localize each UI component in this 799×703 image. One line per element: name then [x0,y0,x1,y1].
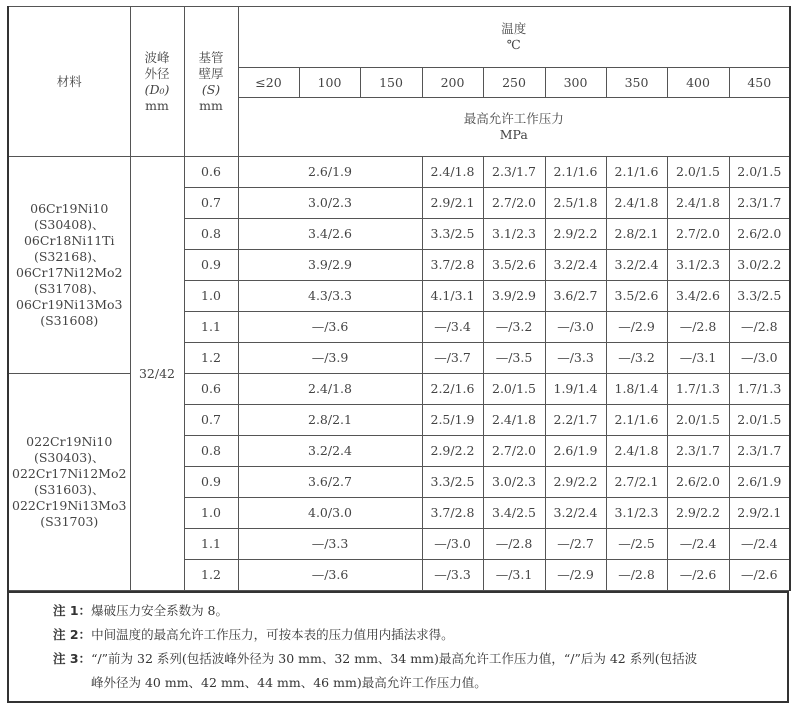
pressure-cell: 2.9/2.1 [422,188,483,219]
pressure-cell-20-150: 4.0/3.0 [238,498,422,529]
header-outer-diameter-symbol: (D₀) [144,81,170,97]
pressure-cell: 2.9/2.1 [729,498,790,529]
note-3-label: 注 3： [53,651,92,666]
pressure-cell: 3.7/2.8 [422,250,483,281]
pressure-cell: —/2.8 [483,529,545,560]
pressure-cell: 2.9/2.2 [545,467,606,498]
pressure-cell-20-150: —/3.6 [238,560,422,591]
table-body [8,157,790,591]
pressure-cell: —/3.3 [422,560,483,591]
pressure-cell-20-150: 2.8/2.1 [238,405,422,436]
pressure-cell: 2.6/1.9 [545,436,606,467]
pressure-cell: —/2.7 [545,529,606,560]
pressure-cell: —/2.8 [729,312,790,343]
pressure-cell: 3.3/2.5 [422,219,483,250]
pressure-cell: 2.0/1.5 [729,405,790,436]
material-line: (S31608) [40,313,99,328]
material-line: 022Cr19Ni13Mo3 [12,498,127,513]
wall-thickness-cell: 0.6 [184,374,238,405]
pressure-cell: —/2.8 [667,312,729,343]
pressure-cell: —/3.1 [483,560,545,591]
note-2-label: 注 2： [53,627,92,642]
pressure-cell: 3.0/2.3 [483,467,545,498]
pressure-cell: —/2.9 [545,560,606,591]
pressure-cell: —/3.3 [545,343,606,374]
material-line: (S31703) [40,514,99,529]
pressure-cell: 3.0/2.2 [729,250,790,281]
pressure-cell: 3.5/2.6 [483,250,545,281]
pressure-cell: 2.1/1.6 [545,157,606,188]
note-2 [9,623,787,647]
pressure-cell: 3.1/2.3 [667,250,729,281]
wall-thickness-cell: 0.9 [184,250,238,281]
table-row [8,157,790,188]
temperature-header-cell: 400 [667,68,729,98]
material-line: (S31708)、 [33,281,105,296]
material-line: 06Cr17Ni12Mo2 [16,265,123,280]
pressure-cell: —/3.5 [483,343,545,374]
material-line: 022Cr17Ni12Mo2 [12,466,127,481]
pressure-cell: 2.3/1.7 [667,436,729,467]
temperature-header-cell: 300 [545,68,606,98]
wall-thickness-cell: 0.8 [184,436,238,467]
pressure-cell-20-150: 2.6/1.9 [238,157,422,188]
pressure-cell: —/3.2 [606,343,667,374]
material-line: (S31603)、 [33,482,105,497]
pressure-cell: 3.4/2.5 [483,498,545,529]
note-1 [9,599,787,623]
pressure-cell: —/2.9 [606,312,667,343]
pressure-cell: —/2.5 [606,529,667,560]
material-line: 022Cr19Ni10 [26,434,113,449]
pressure-cell: 2.7/2.0 [483,188,545,219]
note-2-text: 中间温度的最高允许工作压力，可按本表的压力值用内插法求得。 [91,627,454,642]
note-3 [9,647,787,671]
pressure-cell: 2.5/1.9 [422,405,483,436]
note-3-continuation: 峰外径为 40 mm、42 mm、44 mm、46 mm)最高允许工作压力值。 [91,675,487,690]
pressure-cell: —/3.0 [545,312,606,343]
material-line: 06Cr18Ni11Ti [23,233,115,248]
pressure-cell: 2.4/1.8 [483,405,545,436]
material-line: (S32168)、 [33,249,105,264]
note-3-text: “/”前为 32 系列(包括波峰外径为 30 mm、32 mm、34 mm)最高允许工作压力值，“/”后为 42 系列(包括波 [91,651,698,666]
pressure-cell: 2.4/1.8 [606,188,667,219]
pressure-cell-20-150: —/3.9 [238,343,422,374]
pressure-cell: —/3.2 [483,312,545,343]
pressure-cell: 2.9/2.2 [422,436,483,467]
temperature-header-cell: 200 [422,68,483,98]
pressure-cell: 2.2/1.7 [545,405,606,436]
pressure-cell: —/3.1 [667,343,729,374]
pressure-cell: 3.6/2.7 [545,281,606,312]
pressure-cell: 3.4/2.6 [667,281,729,312]
wall-thickness-cell: 0.8 [184,219,238,250]
pressure-cell: 2.4/1.8 [667,188,729,219]
pressure-cell: —/2.6 [667,560,729,591]
header-outer-diameter [130,7,184,157]
pressure-table [7,6,791,591]
pressure-cell: 2.1/1.6 [606,405,667,436]
header-outer-diameter-line2: 外径 [144,65,170,81]
header-pressure [238,98,790,157]
pressure-cell-20-150: —/3.6 [238,312,422,343]
pressure-cell-20-150: 2.4/1.8 [238,374,422,405]
pressure-cell: 3.9/2.9 [483,281,545,312]
pressure-cell: 1.7/1.3 [729,374,790,405]
pressure-cell: 2.7/2.0 [667,219,729,250]
material-line: (S30403)、 [33,450,105,465]
pressure-cell: 4.1/3.1 [422,281,483,312]
pressure-cell: 2.6/2.0 [667,467,729,498]
note-1-text: 爆破压力安全系数为 8。 [91,603,228,618]
pressure-cell: —/2.6 [729,560,790,591]
pressure-cell: 3.1/2.3 [483,219,545,250]
pressure-cell-20-150: 3.2/2.4 [238,436,422,467]
header-pressure-unit: MPa [499,127,528,142]
temperature-header-cell: 350 [606,68,667,98]
header-material: 材料 [8,7,130,157]
header-temperature-unit: ℃ [506,37,521,52]
temperature-header-cell: ≤20 [238,68,299,98]
note-1-label: 注 1： [53,603,92,618]
pressure-cell-20-150: 4.3/3.3 [238,281,422,312]
material-line: 06Cr19Ni10 [30,201,109,216]
header-outer-diameter-line1: 波峰 [144,49,170,65]
wall-thickness-cell: 0.6 [184,157,238,188]
pressure-cell: 2.3/1.7 [483,157,545,188]
header-wall-thickness-unit: mm [199,97,223,113]
header-wall-thickness-symbol: (S) [201,81,221,97]
outer-diameter-value: 32/42 [130,157,184,591]
pressure-cell: 2.8/2.1 [606,219,667,250]
pressure-cell-20-150: —/3.3 [238,529,422,560]
pressure-cell: 2.6/1.9 [729,467,790,498]
header-wall-thickness [184,7,238,157]
wall-thickness-cell: 0.7 [184,405,238,436]
header-temperature-label: 温度 [501,21,527,36]
pressure-cell: 2.0/1.5 [729,157,790,188]
pressure-cell: 2.7/2.0 [483,436,545,467]
pressure-cell: 3.2/2.4 [606,250,667,281]
pressure-cell-20-150: 3.6/2.7 [238,467,422,498]
pressure-cell: 2.0/1.5 [483,374,545,405]
pressure-cell: —/2.4 [729,529,790,560]
pressure-cell: 2.9/2.2 [545,219,606,250]
wall-thickness-cell: 1.2 [184,343,238,374]
material-cell [8,374,130,591]
material-cell [8,157,130,374]
header-temperature [238,7,790,68]
wall-thickness-cell: 1.1 [184,312,238,343]
pressure-cell: 2.4/1.8 [422,157,483,188]
pressure-table-container [7,6,789,703]
material-line: (S30408)、 [33,217,105,232]
wall-thickness-cell: 0.9 [184,467,238,498]
pressure-cell: 3.5/2.6 [606,281,667,312]
pressure-cell: 2.7/2.1 [606,467,667,498]
pressure-cell: 2.1/1.6 [606,157,667,188]
pressure-cell: 3.1/2.3 [606,498,667,529]
pressure-cell: 2.5/1.8 [545,188,606,219]
pressure-cell: 2.3/1.7 [729,436,790,467]
table-row [8,374,790,405]
pressure-cell-20-150: 3.0/2.3 [238,188,422,219]
pressure-cell: —/3.0 [729,343,790,374]
pressure-cell: —/3.7 [422,343,483,374]
pressure-cell: —/3.4 [422,312,483,343]
pressure-cell-20-150: 3.4/2.6 [238,219,422,250]
pressure-cell: 2.9/2.2 [667,498,729,529]
pressure-cell: 1.8/1.4 [606,374,667,405]
wall-thickness-cell: 1.1 [184,529,238,560]
pressure-cell: 1.9/1.4 [545,374,606,405]
header-pressure-label: 最高允许工作压力 [463,111,564,126]
temperature-header-cell: 250 [483,68,545,98]
pressure-cell: 3.7/2.8 [422,498,483,529]
pressure-cell: 2.3/1.7 [729,188,790,219]
temperature-header-cell: 450 [729,68,790,98]
pressure-cell: 2.2/1.6 [422,374,483,405]
pressure-cell: —/2.4 [667,529,729,560]
material-line: 06Cr19Ni13Mo3 [16,297,123,312]
temperature-header-cell: 100 [299,68,360,98]
pressure-cell: 2.0/1.5 [667,405,729,436]
pressure-cell: 2.4/1.8 [606,436,667,467]
wall-thickness-cell: 1.2 [184,560,238,591]
pressure-cell: —/3.0 [422,529,483,560]
wall-thickness-cell: 1.0 [184,498,238,529]
pressure-cell: 3.3/2.5 [422,467,483,498]
header-wall-thickness-line2: 壁厚 [198,65,224,81]
pressure-cell: 2.6/2.0 [729,219,790,250]
temperature-header-cell: 150 [360,68,422,98]
notes-section [7,591,789,703]
pressure-cell: 3.2/2.4 [545,250,606,281]
pressure-cell: 3.2/2.4 [545,498,606,529]
pressure-cell: —/2.8 [606,560,667,591]
pressure-cell: 3.3/2.5 [729,281,790,312]
pressure-cell-20-150: 3.9/2.9 [238,250,422,281]
pressure-cell: 2.0/1.5 [667,157,729,188]
wall-thickness-cell: 0.7 [184,188,238,219]
header-wall-thickness-line1: 基管 [198,49,224,65]
header-outer-diameter-unit: mm [145,97,169,113]
pressure-cell: 1.7/1.3 [667,374,729,405]
wall-thickness-cell: 1.0 [184,281,238,312]
